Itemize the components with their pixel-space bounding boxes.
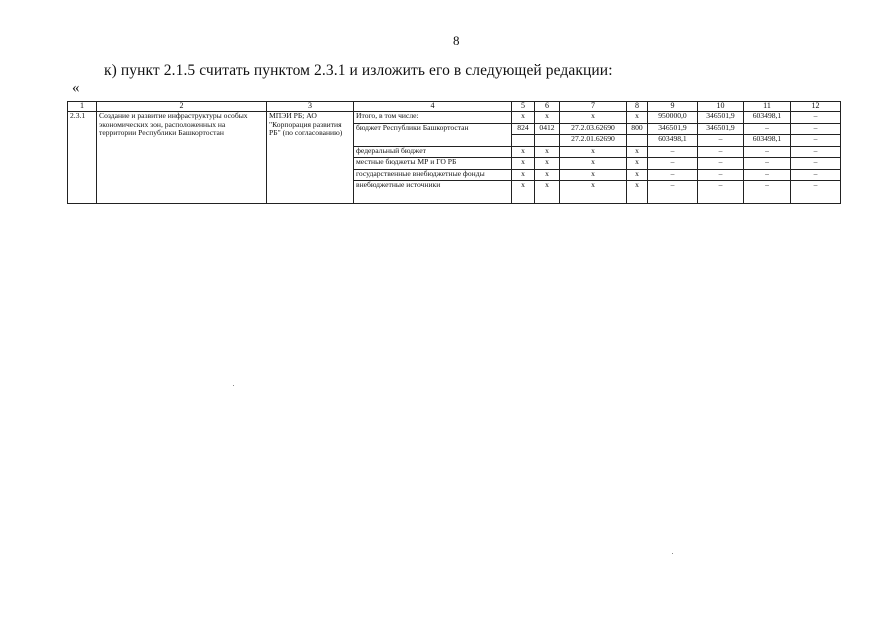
cell (627, 135, 648, 147)
cell: х (627, 158, 648, 170)
cell: – (648, 158, 698, 170)
cell: 346501,9 (698, 123, 744, 135)
column-header: 8 (627, 102, 648, 112)
cell: – (744, 169, 791, 181)
column-header: 9 (648, 102, 698, 112)
column-header: 1 (68, 102, 97, 112)
cell: х (627, 112, 648, 124)
column-header: 2 (97, 102, 267, 112)
cell: х (627, 146, 648, 158)
column-header: 3 (267, 102, 354, 112)
cell: х (512, 146, 535, 158)
cell: х (560, 169, 627, 181)
column-header: 4 (354, 102, 512, 112)
cell: – (791, 181, 841, 204)
column-number-row (68, 102, 841, 112)
cell (535, 135, 560, 147)
amendment-heading: к) пункт 2.1.5 считать пунктом 2.3.1 и изложить его в следующей редакции: (104, 62, 613, 79)
funding-source: государственные внебюджетные фонды (354, 169, 512, 181)
cell: х (512, 112, 535, 124)
cell: – (791, 112, 841, 124)
opening-quote: « (72, 80, 80, 96)
cell: – (648, 169, 698, 181)
cell: 346501,9 (648, 123, 698, 135)
cell: х (535, 158, 560, 170)
funding-source: местные бюджеты МР и ГО РБ (354, 158, 512, 170)
page-number: 8 (453, 33, 460, 48)
funding-source: внебюджетные источники (354, 181, 512, 204)
column-header: 11 (744, 102, 791, 112)
cell: – (648, 181, 698, 204)
funding-source: бюджет Республики Башкортостан (354, 123, 512, 146)
cell: х (512, 181, 535, 204)
column-header: 7 (560, 102, 627, 112)
table-row (68, 112, 841, 124)
cell: – (791, 123, 841, 135)
cell: – (698, 181, 744, 204)
cell (512, 135, 535, 147)
funding-source: федеральный бюджет (354, 146, 512, 158)
cell: х (560, 112, 627, 124)
cell: х (535, 181, 560, 204)
item-executor: МПЭИ РБ; АО "Корпорация развития РБ" (по согласованию) (267, 112, 354, 204)
cell: 0412 (535, 123, 560, 135)
cell: 603498,1 (648, 135, 698, 147)
cell: – (744, 181, 791, 204)
scan-speck (672, 553, 673, 554)
cell: 27.2.03.62690 (560, 123, 627, 135)
cell: х (535, 169, 560, 181)
cell: – (744, 146, 791, 158)
cell: 603498,1 (744, 135, 791, 147)
column-header: 5 (512, 102, 535, 112)
column-header: 6 (535, 102, 560, 112)
cell: – (791, 135, 841, 147)
cell: 950000,0 (648, 112, 698, 124)
item-number: 2.3.1 (68, 112, 97, 204)
cell: 603498,1 (744, 112, 791, 124)
cell: х (512, 169, 535, 181)
cell: 346501,9 (698, 112, 744, 124)
cell: х (535, 112, 560, 124)
cell: х (535, 146, 560, 158)
item-name: Создание и развитие инфраструктуры особых экономических зон, расположенных на территории Республики Башкортостан (97, 112, 267, 204)
cell: – (744, 123, 791, 135)
column-header: 10 (698, 102, 744, 112)
program-table (67, 101, 841, 204)
cell: х (512, 158, 535, 170)
cell: – (744, 158, 791, 170)
cell: – (791, 169, 841, 181)
cell: – (698, 169, 744, 181)
funding-source: Итого, в том числе: (354, 112, 512, 124)
cell: – (698, 146, 744, 158)
cell: х (627, 181, 648, 204)
cell: – (791, 146, 841, 158)
column-header: 12 (791, 102, 841, 112)
cell: х (560, 158, 627, 170)
cell: 824 (512, 123, 535, 135)
cell: – (698, 158, 744, 170)
cell: – (698, 135, 744, 147)
cell: х (627, 169, 648, 181)
cell: х (560, 181, 627, 204)
cell: 27.2.01.62690 (560, 135, 627, 147)
cell: – (648, 146, 698, 158)
cell: х (560, 146, 627, 158)
cell: 800 (627, 123, 648, 135)
scan-speck (233, 385, 234, 386)
cell: – (791, 158, 841, 170)
